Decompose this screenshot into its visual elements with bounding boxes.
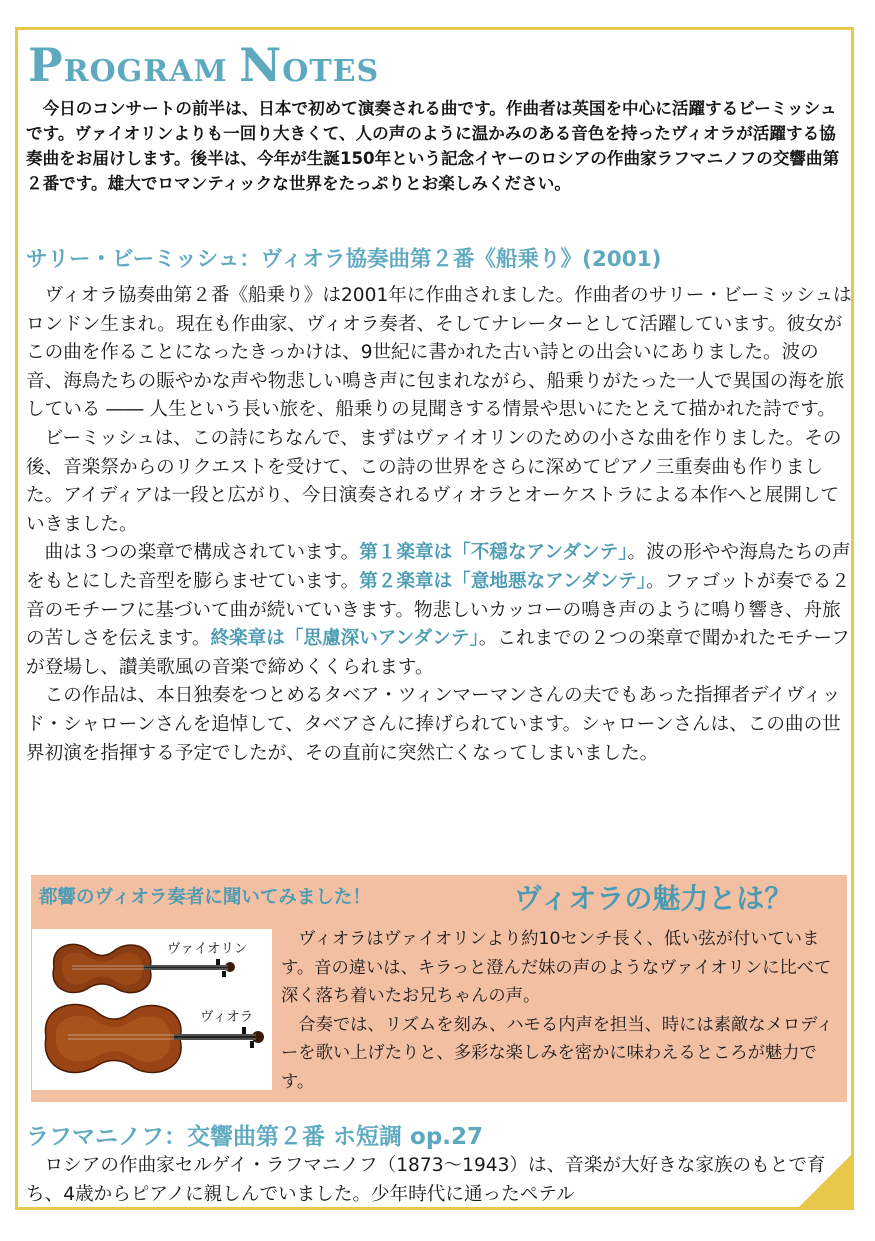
movement-3-highlight: 終楽章は「思慮深いアンダンテ」 — [210, 628, 479, 650]
paragraph: 曲は３つの楽章で構成されています。第１楽章は「不穏なアンダンテ」。波の形やや海鳥たちの声をもとにした音型を膨らませています。第２楽章は「意地悪なアンダンテ」。ファゴットが奏でる２音のモチーフに基づいて曲が続いていきます。物悲しいカッコーの鳴き声のように鳴り響き、舟旅の苦しさを伝えます。終楽章は「思慮深いアンダンテ」。これまでの２つの楽章で聞かれたモチーフが登場し、讃美歌風の音楽で締めくくられます。 — [26, 542, 851, 678]
box-heading-right: ヴィオラの魅力とは？ — [514, 882, 793, 915]
page-title: PROGRAM NOTES — [28, 38, 380, 92]
paragraph: この作品は、本日独奏をつとめるタベア・ツィンマーマンさんの夫でもあった指揮者デイヴィッド・シャローンさんを追悼して、タベアさんに捧げられています。シャローンさんは、この曲の世界初演を指揮する予定でしたが、その直前に突然亡くなってしまいました。 — [26, 685, 841, 764]
section-heading-beamish: サリー・ビーミッシュ：ヴィオラ協奏曲第２番《船乗り》(2001) — [26, 247, 662, 272]
movement-2-highlight: 第２楽章は「意地悪なアンダンテ」 — [359, 570, 647, 592]
paragraph: ロシアの作曲家セルゲイ・ラフマニノフ（1873～1943）は、音楽が大好きな家族のもとで育ち、4歳からピアノに親しんでいました。少年時代に通ったペテル — [26, 1155, 826, 1205]
viola-label: ヴィオラ — [200, 1009, 254, 1025]
section-heading-rachmaninoff: ラフマニノフ：交響曲第２番 ホ短調 op.27 — [26, 1124, 484, 1150]
section-body-beamish — [26, 282, 852, 768]
section-body-rachmaninoff — [26, 1152, 826, 1209]
movement-1-highlight: 第１楽章は「不穏なアンダンテ」 — [359, 542, 628, 564]
paragraph: ビーミッシュは、この詩にちなんで、まずはヴァイオリンのための小さな曲を作りました。その後、音楽祭からのリクエストを受けて、この詩の世界をさらに深めてピアノ三重奏曲も作りました。アイディアは一段と広がり、今日演奏されるヴィオラとオーケストラによる本作へと展開していきました。 — [26, 427, 842, 535]
paragraph: ヴィオラ協奏曲第２番《船乗り》は2001年に作曲されました。作曲者のサリー・ビーミッシュはロンドン生まれ。現在も作曲家、ヴィオラ奏者、そしてナレーターとして活躍しています。彼女がこの曲を作ることになったきっかけは、9世紀に書かれた古い詩との出会いにありました。波の音、海鳥たちの賑やかな声や物悲しい鳴き声に包まれながら、船乗りがたった一人で異国の海を旅している ―― 人生という長い旅を、船乗りの見聞きする情景や思いにたとえて描かれた詩です。 — [26, 285, 852, 421]
intro-paragraph: 今日のコンサートの前半は、日本で初めて演奏される曲です。作曲者は英国を中心に活躍するビーミッシュです。ヴァイオリンよりも一回り大きくて、人の声のように温かみのある音色を持ったヴィオラが活躍する協奏曲をお届けします。後半は、今年が生誕150年という記念イヤーのロシアの作曲家ラフマニノフの交響曲第２番です。雄大でロマンティックな世界をたっぷりとお楽しみください。 — [26, 99, 840, 193]
violin-label: ヴァイオリン — [167, 941, 248, 957]
violin-viola-photo — [32, 929, 272, 1090]
box-body — [281, 925, 847, 1096]
paragraph: ヴィオラはヴァイオリンより約10センチ長く、低い弦が付いています。音の違いは、キラっと澄んだ妹の声のようなヴァイオリンに比べて深く落ち着いたお兄ちゃんの声。 — [281, 929, 832, 1006]
box-heading-left: 都響のヴィオラ奏者に聞いてみました！ — [39, 887, 371, 908]
paragraph: 合奏では、リズムを刻み、ハモる内声を担当、時には素敵なメロディーを歌い上げたりと、多彩な楽しみを密かに味わえるところが魅力です。 — [281, 1014, 834, 1092]
viola-feature-box — [31, 875, 847, 1102]
